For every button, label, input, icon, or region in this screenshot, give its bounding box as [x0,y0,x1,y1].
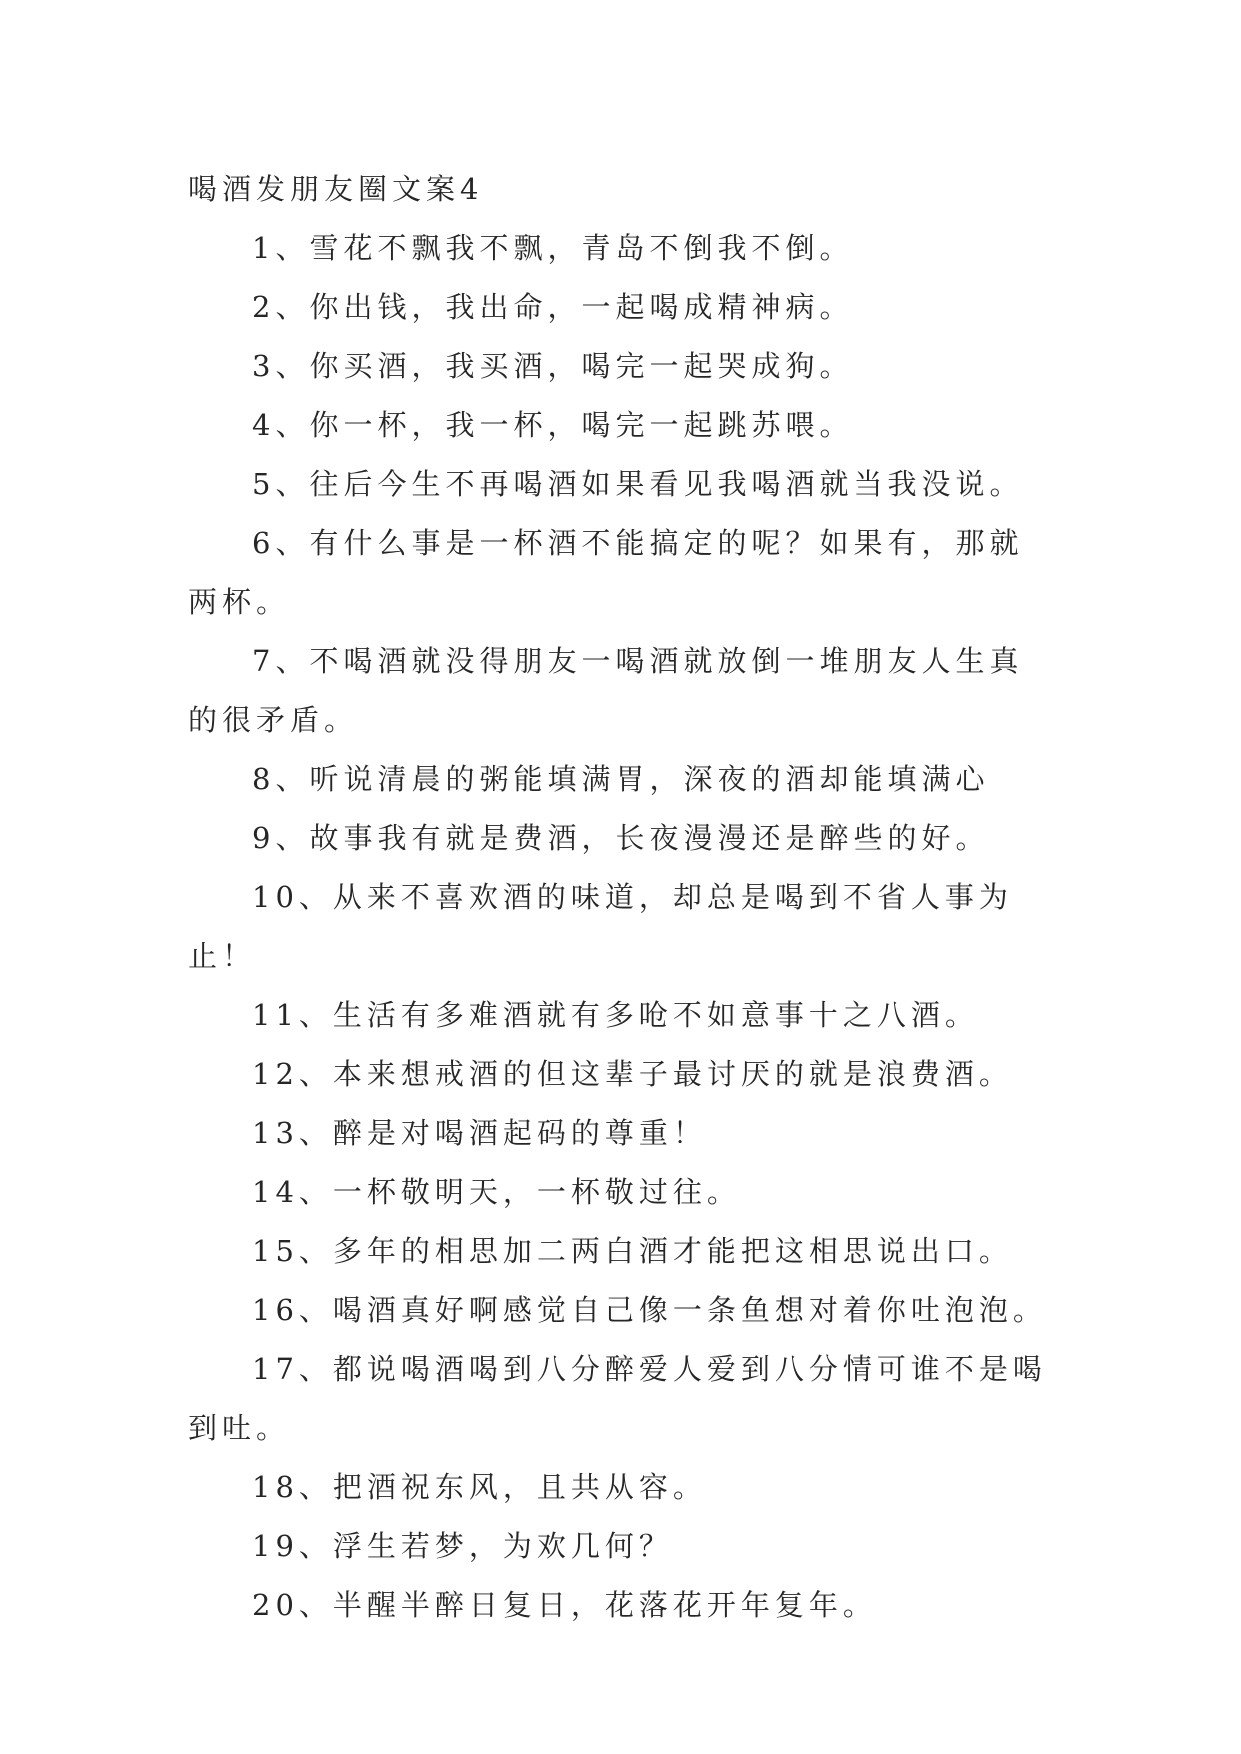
list-item: 11、生活有多难酒就有多呛不如意事十之八酒。 [252,998,979,1032]
list-item: 20、半醒半醉日复日，花落花开年复年。 [252,1588,877,1622]
document-body [188,160,1050,1635]
list-item: 18、把酒祝东风，且共从容。 [252,1470,707,1504]
list-item: 10、从来不喜欢酒的味道，却总是喝到不省人事为止！ [188,880,1013,973]
list-item: 4、你一杯，我一杯，喝完一起跳苏喂。 [252,408,854,442]
list-item: 19、浮生若梦，为欢几何？ [252,1529,673,1563]
list-item: 7、不喝酒就没得朋友一喝酒就放倒一堆朋友人生真的很矛盾。 [188,644,1024,737]
list-item: 6、有什么事是一杯酒不能搞定的呢？如果有，那就两杯。 [188,526,1024,619]
list-item: 13、醉是对喝酒起码的尊重！ [252,1116,707,1150]
section-title: 喝酒发朋友圈文案4 [188,172,484,206]
list-item: 8、听说清晨的粥能填满胃，深夜的酒却能填满心 [252,762,990,796]
list-item: 1、雪花不飘我不飘，青岛不倒我不倒。 [252,231,854,265]
list-item: 14、一杯敬明天，一杯敬过往。 [252,1175,741,1209]
list-item: 2、你出钱，我出命，一起喝成精神病。 [252,290,854,324]
list-item: 5、往后今生不再喝酒如果看见我喝酒就当我没说。 [252,467,1024,501]
list-item: 16、喝酒真好啊感觉自己像一条鱼想对着你吐泡泡。 [252,1293,1047,1327]
list-item: 15、多年的相思加二两白酒才能把这相思说出口。 [252,1234,1013,1268]
list-item: 12、本来想戒酒的但这辈子最讨厌的就是浪费酒。 [252,1057,1013,1091]
list-item: 9、故事我有就是费酒，长夜漫漫还是醉些的好。 [252,821,990,855]
list-item: 3、你买酒，我买酒，喝完一起哭成狗。 [252,349,854,383]
list-item: 17、都说喝酒喝到八分醉爱人爱到八分情可谁不是喝到吐。 [188,1352,1047,1445]
